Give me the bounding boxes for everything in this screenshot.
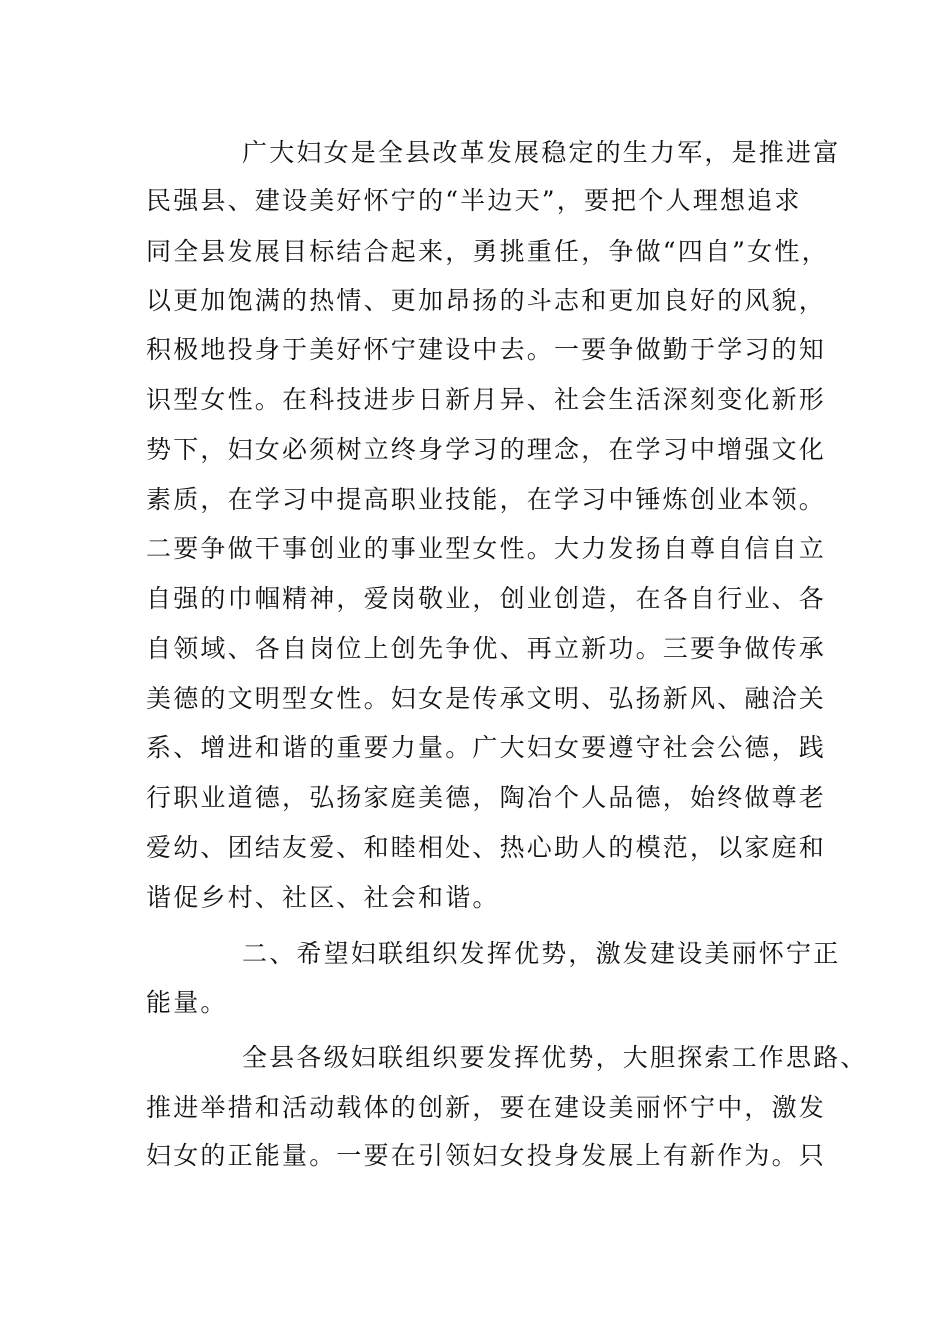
paragraph-1-line-11: 自领域、各自岗位上创先争优、再立新功。三要争做传承 <box>146 634 827 663</box>
paragraph-1-line-13: 系、增进和谐的重要力量。广大妇女要遵守社会公德，践 <box>146 733 827 762</box>
paragraph-1-line-10: 自强的巾帼精神，爱岗敬业，创业创造，在各自行业、各 <box>146 584 827 613</box>
paragraph-1-line-8: 素质，在学习中提高职业技能，在学习中锤炼创业本领。 <box>146 485 827 514</box>
paragraph-1-line-2: 民强县、建设美好怀宁的“半边天”，要把个人理想追求 <box>146 186 802 215</box>
paragraph-2-line-2: 推进举措和活动载体的创新，要在建设美丽怀宁中，激发 <box>146 1093 827 1122</box>
paragraph-1-line-5: 积极地投身于美好怀宁建设中去。一要争做勤于学习的知 <box>146 335 827 364</box>
paragraph-1-line-7: 势下，妇女必须树立终身学习的理念，在学习中增强文化 <box>146 435 827 464</box>
paragraph-2-line-1: 全县各级妇联组织要发挥优势，大胆探索工作思路、 <box>242 1043 868 1072</box>
paragraph-1-line-15: 爱幼、团结友爱、和睦相处、热心助人的模范，以家庭和 <box>146 833 827 862</box>
section-heading-line-1: 二、希望妇联组织发挥优势，激发建设美丽怀宁正 <box>242 939 841 968</box>
paragraph-2-line-3: 妇女的正能量。一要在引领妇女投身发展上有新作为。只 <box>146 1141 827 1170</box>
paragraph-1-line-12: 美德的文明型女性。妇女是传承文明、弘扬新风、融洽关 <box>146 684 827 713</box>
paragraph-1-line-14: 行职业道德，弘扬家庭美德，陶冶个人品德，始终做尊老 <box>146 783 827 812</box>
paragraph-1-line-9: 二要争做干事创业的事业型女性。大力发扬自尊自信自立 <box>146 534 827 563</box>
section-heading-line-2: 能量。 <box>146 988 228 1017</box>
paragraph-1-line-4: 以更加饱满的热情、更加昂扬的斗志和更加良好的风貌， <box>146 286 827 315</box>
paragraph-1-line-1: 广大妇女是全县改革发展稳定的生力军，是推进富 <box>242 138 841 167</box>
paragraph-1-line-16: 谐促乡村、社区、社会和谐。 <box>146 883 500 912</box>
paragraph-1-line-3: 同全县发展目标结合起来，勇挑重任，争做“四自”女性， <box>146 237 829 266</box>
paragraph-1-line-6: 识型女性。在科技进步日新月异、社会生活深刻变化新形 <box>146 385 827 414</box>
